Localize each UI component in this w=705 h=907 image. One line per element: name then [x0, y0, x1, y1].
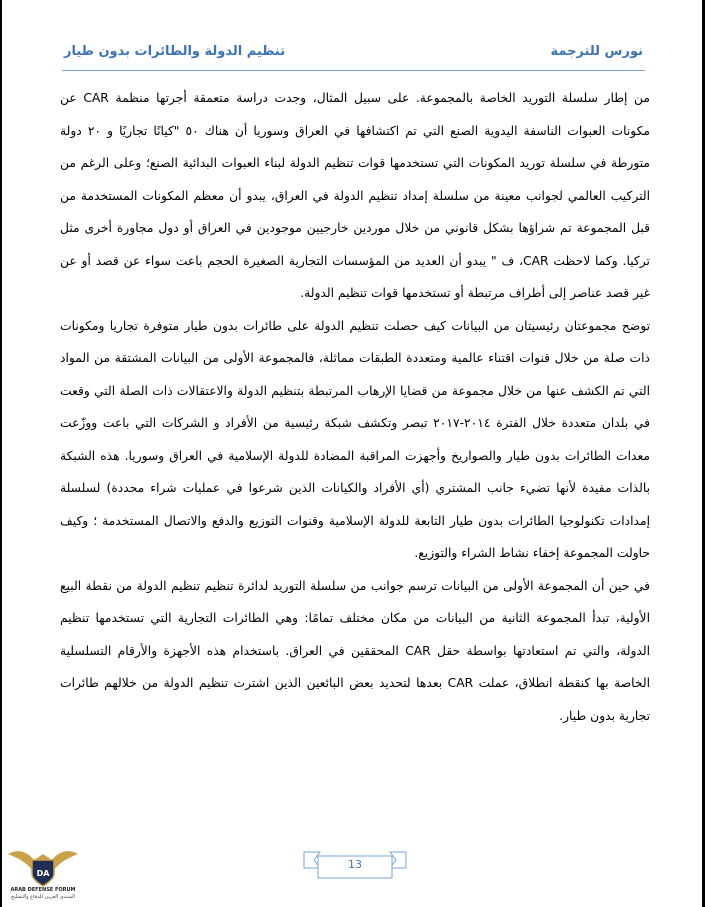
- logo-initials: DA: [36, 869, 50, 878]
- eagle-shield-icon: [4, 840, 82, 888]
- paragraph-3: في حين أن المجموعة الأولى من البيانات ترسم جوانب من سلسلة التوريد لدائرة تنظيم تنظيم الدولة من نقطة البيع الأولية، تبدأ المجموعة الثانية من البيانات من مكان مختلف تمامًا: وهي الطائرات التجارية التي تستخدمها تنظيم الدولة، والتي تم استعادتها بواسطة حقل CAR المحققين في العراق. باستخدام هذه الأجهزة والأرقام التسلسلية الخاصة بها كنقطة انطلاق، عملت CAR بعدها لتحديد بعض البائعين الذين اشترت تنظيم الدولة من خلالهم طائرات تجارية بدون طيار.: [60, 578, 651, 723]
- logo-name-en: ARAB DEFENSE FORUM: [10, 887, 76, 893]
- page-number: 13: [348, 858, 362, 871]
- page-border-left: [0, 0, 2, 907]
- forum-logo: [4, 840, 82, 904]
- paragraph-1: من إطار سلسلة التوريد الخاصة بالمجموعة. على سبيل المثال، وجدت دراسة متعمقة أجرتها منظمة CAR عن مكونات العبوات الناسفة اليدوية الصنع التي تم اكتشافها في العراق وسوريا أن هناك ٥٠ "كيانًا تجاريًا و ٢٠ دولة متورطة في سلسلة توريد المكونات التي تستخدمها قوات تنظيم الدولة لبناء العبوات البدائية الصنع؛ وعلى الرغم من التركيب العالمي لجوانب معينة من سلسلة إمداد تنظيم الدولة في العراق، يبدو أن معظم المكونات المستخدمة من قبل المجموعة تم شراؤها بشكل قانوني من خلال موردين خارجيين موجودين في العراق أو دول مجاورة أخرى مثل تركيا. وكما لاحظت CAR، ف " يبدو أن العديد من المؤسسات التجارية الصغيرة الحجم باعت سواء عن قصد أو عن غير قصد عناصر إلى أطراف مرتبطة أو تستخدمها قوات تنظيم الدولة.: [60, 91, 650, 300]
- logo-name-ar: المنتدى العربي للدفاع والتسليح: [10, 894, 76, 900]
- page-footer: [300, 848, 410, 884]
- paragraph-2: توضح مجموعتان رئيسيتان من البيانات كيف حصلت تنظيم الدولة على طائرات بدون طيار متوفرة تجاريا ومكونات ذات صلة من خلال قنوات اقتناء عالمية ومتعددة الطبقات مماثلة، فالمجموعة الأولى من البيانات المشتقة من المواد التي تم الكشف عنها من خلال مجموعة من قضايا الإرهاب المرتبطة بتنظيم الدولة والاعتقالات ذات الصلة التي وقعت في بلدان متعددة خلال الفترة ٢٠١٤-٢٠١٧ تبصر وتكشف شبكة رئيسية من الأفراد و الشركات التي باعت ووزّعت معدات الطائرات بدون طيار والصواريخ وأجهزت المراقبة المضادة للدولة الإسلامية في العراق وسوريا. هذه الشبكة بالذات مفيدة لأنها تضيء جانب المشتري (أي الأفراد والكيانات الذين شرعوا في عمليات شراء محددة) لسلسلة إمدادات تكنولوجيا الطائرات بدون طيار التابعة للدولة الإسلامية وقنوات التوزيع والدفع والاتصال المستخدمة ؛ وكيف حاولت المجموعة إخفاء نشاط الشراء والتوزيع.: [60, 318, 650, 560]
- page-header: [64, 44, 643, 66]
- body-text: [60, 82, 650, 732]
- document-title: تنظيم الدولة والطائرات بدون طيار: [64, 44, 286, 59]
- brand-name: نورس للترجمة: [550, 44, 643, 59]
- header-rule: [62, 70, 645, 71]
